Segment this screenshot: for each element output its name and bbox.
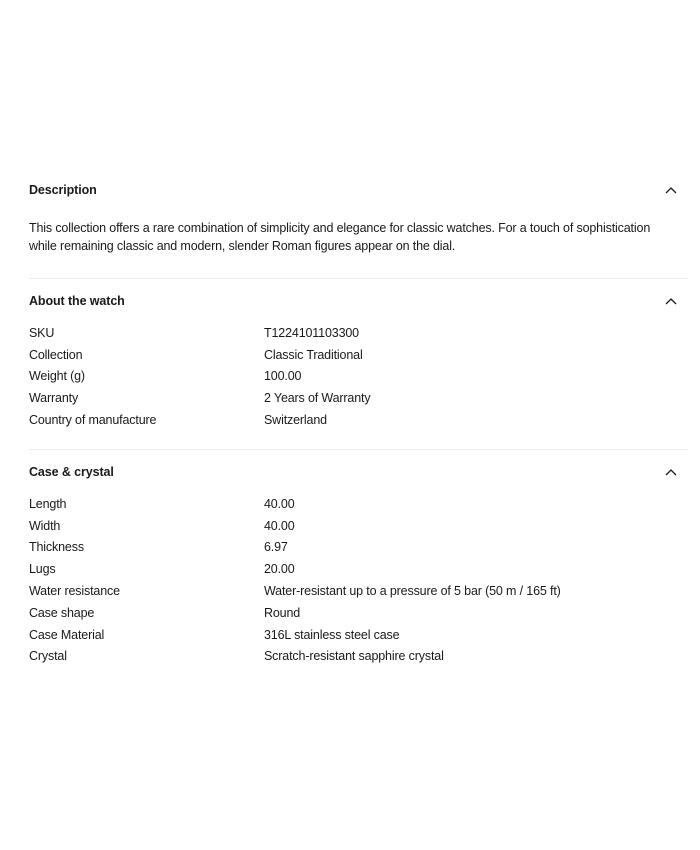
spec-label: Weight (g)	[29, 369, 85, 384]
case-header[interactable]	[29, 460, 688, 484]
spec-row-sku	[29, 322, 688, 344]
spec-row-water-resistance	[29, 580, 688, 602]
spec-label: Thickness	[29, 540, 84, 555]
case-spec-table	[29, 484, 688, 685]
product-details-accordion	[29, 178, 688, 685]
spec-row-warranty	[29, 387, 688, 409]
about-title: About the watch	[29, 294, 125, 308]
spec-value: T1224101103300	[264, 325, 359, 340]
spec-row-width	[29, 515, 688, 537]
spec-row-case-shape	[29, 602, 688, 624]
spec-label: Width	[29, 518, 61, 533]
spec-row-lugs	[29, 558, 688, 580]
spec-row-crystal	[29, 646, 688, 668]
case-section	[29, 450, 688, 685]
spec-value: Scratch-resistant sapphire crystal	[264, 649, 444, 664]
spec-label: Country of manufacture	[29, 413, 157, 428]
spec-label: Water resistance	[29, 584, 120, 599]
spec-label: Case shape	[29, 605, 95, 620]
spec-label: Crystal	[29, 649, 67, 664]
spec-value: 20.00	[264, 562, 295, 577]
spec-value: 40.00	[264, 518, 295, 533]
description-header[interactable]	[29, 178, 688, 202]
spec-label: Lugs	[29, 562, 56, 577]
spec-value: 2 Years of Warranty	[264, 391, 371, 406]
spec-label: Warranty	[29, 391, 79, 406]
spec-value: 40.00	[264, 496, 295, 511]
spec-label: Case Material	[29, 627, 105, 642]
spec-value: Round	[264, 605, 301, 620]
description-section	[29, 178, 688, 279]
chevron-up-icon[interactable]	[664, 465, 678, 479]
spec-row-collection	[29, 344, 688, 366]
spec-label: Length	[29, 496, 67, 511]
spec-value: 316L stainless steel case	[264, 627, 400, 642]
chevron-up-icon[interactable]	[664, 183, 678, 197]
description-title: Description	[29, 183, 97, 197]
spec-row-length	[29, 493, 688, 515]
chevron-up-icon[interactable]	[664, 294, 678, 308]
about-section	[29, 279, 688, 450]
about-spec-table	[29, 313, 688, 449]
spec-value: Water-resistant up to a pressure of 5 bar (50 m / 165 ft)	[264, 584, 561, 599]
description-text: This collection offers a rare combination of simplicity and elegance for classic watches. For a touch of sophistication while remaining classic and modern, slender Roman figures appear on the dial.	[29, 221, 651, 253]
spec-label: Collection	[29, 347, 83, 362]
spec-value: 100.00	[264, 369, 302, 384]
spec-row-weight	[29, 366, 688, 388]
spec-value: Classic Traditional	[264, 347, 363, 362]
case-title: Case & crystal	[29, 464, 114, 479]
spec-label: SKU	[29, 325, 55, 340]
spec-row-country	[29, 409, 688, 431]
spec-value: 6.97	[264, 540, 288, 555]
spec-value: Switzerland	[264, 413, 327, 428]
spec-row-thickness	[29, 537, 688, 559]
about-header[interactable]	[29, 289, 688, 313]
spec-row-case-material	[29, 624, 688, 646]
